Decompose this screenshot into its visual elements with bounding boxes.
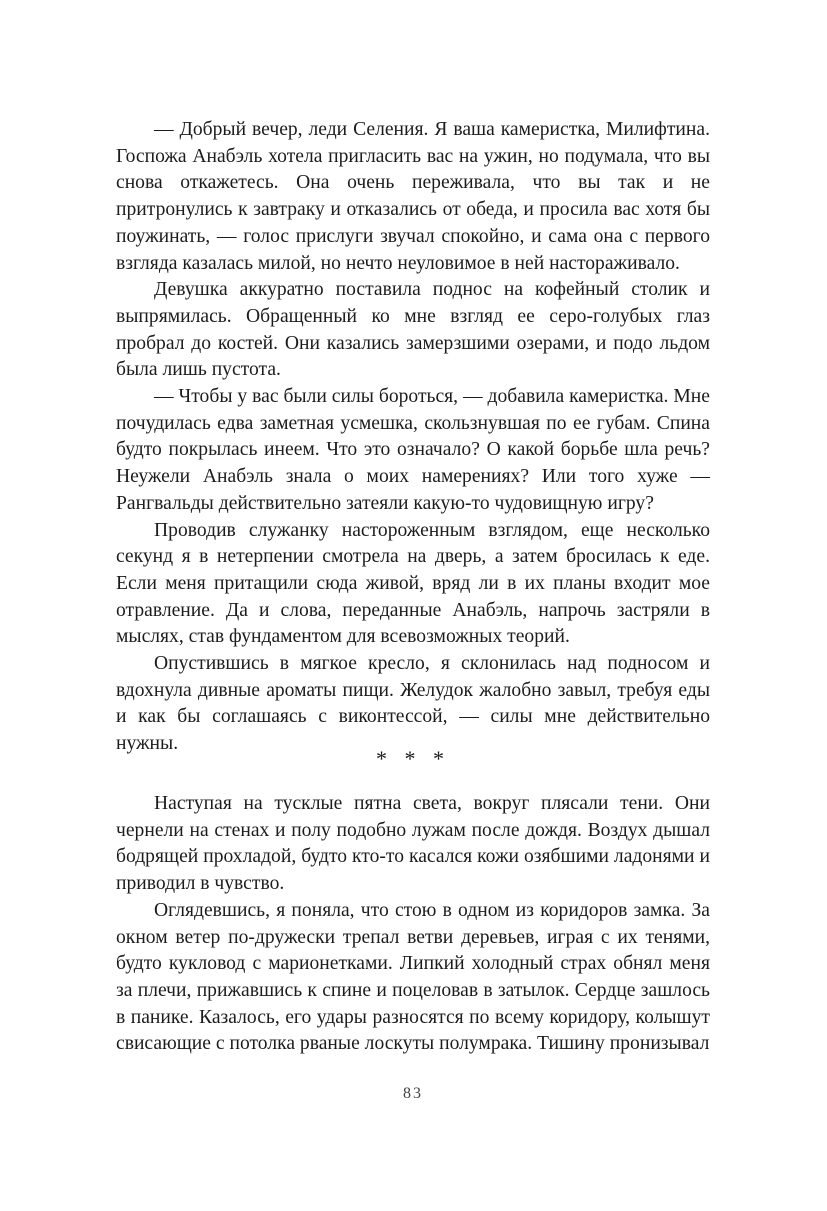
paragraph: Девушка аккуратно поставила поднос на кофейный столик и выпрямилась. Обращенный ко мне взгляд ее серо-голубых глаз пробрал до костей. Они казались замерзшими озерами, и подо льдом была лишь пустота. xyxy=(116,279,710,381)
paragraph: — Добрый вечер, леди Селения. Я ваша камеристка, Милифтина. Госпожа Анабэль хотела пригласить вас на ужин, но подумала, что вы снова откажетесь. Она очень переживала, что вы так и не притронулись к завтраку и отказались от обеда, и просила вас хотя бы поужинать, — голос прислуги звучал спокойно, и сама она с первого взгляда казалась милой, но нечто неуловимое в ней настораживало. xyxy=(116,119,710,274)
paragraph: Оглядевшись, я поняла, что стою в одном из коридоров замка. За окном ветер по-дружески трепал ветви деревьев, играя с их тенями, будто кукловод с марионетками. Липкий холодный страх обнял меня за плечи, прижавшись к спине и поцеловав в затылок. Сердце зашлось в панике. Казалось, его удары разносятся по всему коридору, колышут свисающие с потолка рваные лоскуты полумрака. Тишину пронизывал xyxy=(116,899,710,1055)
paragraph: Опустившись в мягкое кресло, я склонилась над подносом и вдохнула дивные ароматы пищи. Желудок жалобно завыл, требуя еды и как бы соглашаясь с виконтессой, — силы мне действительно нужны. xyxy=(116,653,710,755)
text-section-1 xyxy=(116,117,710,758)
paragraph: — Чтобы у вас были силы бороться, — добавила камеристка. Мне почудилась едва заметная усмешка, скользнувшая по ее губам. Спина будто покрылась инеем. Что это означало? О какой борьбе шла речь? Неужели Анабэль знала о моих намерениях? Или того хуже — Рангвальды действительно затеяли какую-то чудовищную игру? xyxy=(116,386,710,514)
text-section-2 xyxy=(116,791,710,1058)
paragraph: Проводив служанку настороженным взглядом, еще несколько секунд я в нетерпении смотрела на дверь, а затем бросилась к еде. Если меня притащили сюда живой, вряд ли в их планы входит мое отравление. Да и слова, переданные Анабэль, напрочь застряли в мыслях, став фундаментом для всевозможных теорий. xyxy=(116,519,710,648)
page-number: 83 xyxy=(403,1085,423,1102)
paragraph: Наступая на тусклые пятна света, вокруг плясали тени. Они чернели на стенах и полу подобно лужам после дождя. Воздух дышал бодрящей прохладой, будто кто-то касался кожи озябшими ладонями и приводил в чувство. xyxy=(116,793,710,895)
section-separator: * * * xyxy=(376,746,450,771)
